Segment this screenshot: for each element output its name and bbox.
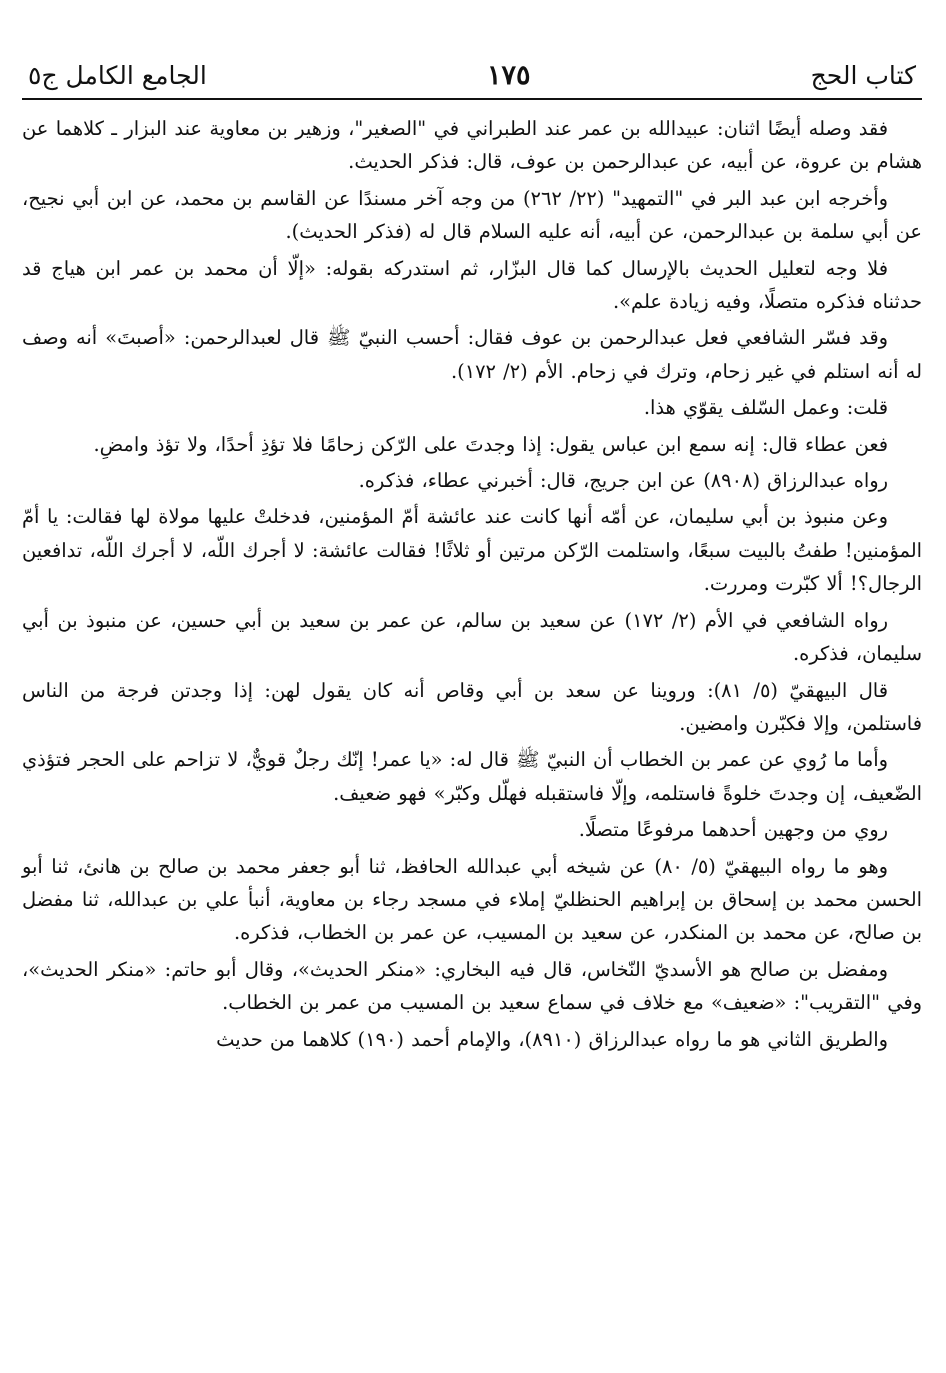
paragraph: وأخرجه ابن عبد البر في "التمهيد" (٢٢/ ٢٦٢) من وجه آخر مسندًا عن القاسم بن محمد، عن ابن أبي نجيح، عن أبي سلمة بن عبدالرحمن، عن أبيه، أنه عليه السلام قال له (فذكر الحديث). bbox=[22, 186, 922, 244]
paragraph: رواه الشافعي في الأم (٢/ ١٧٢) عن سعيد بن سالم، عن عمر بن سعيد بن أبي حسين، عن منبوذ بن أبي سليمان، فذكره. bbox=[22, 608, 922, 666]
paragraph: وقد فسّر الشافعي فعل عبدالرحمن بن عوف فقال: أحسب النبيّ ﷺ قال لعبدالرحمن: «أصبتَ» أنه وصف له أنه استلم في غير زحام، وترك في زحام. الأم (٢/ ١٧٢). bbox=[22, 326, 922, 383]
page-number: ١٧٥ bbox=[486, 60, 531, 91]
paragraph: فقد وصله أيضًا اثنان: عبيدالله بن عمر عند الطبراني في "الصغير"، وزهير بن معاوية عند البزار ـ كلاهما عن هشام بن عروة، عن أبيه، عن عبدالرحمن بن عوف، قال: فذكر الحديث. bbox=[22, 117, 922, 174]
paragraph: رواه عبدالرزاق (٨٩٠٨) عن ابن جريج، قال: أخبرني عطاء، فذكره. bbox=[358, 469, 888, 493]
paragraph: والطريق الثاني هو ما رواه عبدالرزاق (٨٩١٠)، والإمام أحمد (١٩٠) كلاهما من حديث bbox=[216, 1027, 888, 1051]
header-book-title: كتاب الحج bbox=[810, 61, 916, 90]
header-volume-title: الجامع الكامل ج٥ bbox=[28, 61, 207, 90]
paragraph: وعن منبوذ بن أبي سليمان، عن أمّه أنها كانت عند عائشة أمّ المؤمنين، فدخلتْ عليها مولاة لها فقالت: يا أمّ المؤمنين! طفتُ بالبيت سبعًا، واستلمت الرّكن مرتين أو ثلاثًا! فقالت عائشة: لا أجرك اللّه، لا أجرك اللّه، تدافعين الرجال؟! ألا كبّرت ومررت. bbox=[22, 505, 922, 596]
running-header bbox=[22, 52, 922, 100]
paragraph: قلت: وعمل السّلف يقوّي هذا. bbox=[643, 396, 888, 420]
paragraph: فلا وجه لتعليل الحديث بالإرسال كما قال البزّار، ثم استدركه بقوله: «إلّا أن محمد بن عمر ابن هياج قد حدثناه فذكره متصلًا، وفيه زيادة علم». bbox=[22, 256, 922, 314]
paragraph: وهو ما رواه البيهقيّ (٥/ ٨٠) عن شيخه أبي عبدالله الحافظ، ثنا أبو جعفر محمد بن صالح بن هانئ، ثنا أبو الحسن محمد بن إسحاق بن إبراهيم الحنظليّ إملاء في مسجد رجاء بن معاوية، أنبأ علي بن عبدالله، ثنا مفضل بن صالح، عن محمد بن المنكدر، عن سعيد بن المسيب، عن عمر بن الخطاب، فذكره. bbox=[22, 854, 922, 945]
paragraph: ومفضل بن صالح هو الأسديّ النّخاس، قال فيه البخاري: «منكر الحديث»، وقال أبو حاتم: «منكر الحديث»، وفي "التقريب": «ضعيف» مع خلاف في سماع سعيد بن المسيب من عمر بن الخطاب. bbox=[22, 957, 922, 1015]
page-body bbox=[22, 112, 922, 1056]
paragraph: فعن عطاء قال: إنه سمع ابن عباس يقول: إذا وجدتَ على الرّكن زحامًا فلا تؤذِ أحدًا، ولا تؤذ وامضِ. bbox=[93, 432, 888, 456]
paragraph: وأما ما رُوي عن عمر بن الخطاب أن النبيّ ﷺ قال له: «يا عمر! إنّك رجلٌ قويٌّ، لا تزاحم على الحجر فتؤذي الضّعيف، إن وجدتَ خلوةً فاستلمه، وإلّا فاستقبله فهلّل وكبّر» فهو ضعيف. bbox=[22, 748, 922, 805]
paragraph: روي من وجهين أحدهما مرفوعًا متصلًا. bbox=[578, 818, 888, 842]
book-page bbox=[22, 52, 922, 1059]
paragraph: قال البيهقيّ (٥/ ٨١): وروينا عن سعد بن أبي وقاص أنه كان يقول لهن: إذا وجدتن فرجة من الناس فاستلمن، وإلا فكبّرن وامضين. bbox=[22, 678, 922, 735]
